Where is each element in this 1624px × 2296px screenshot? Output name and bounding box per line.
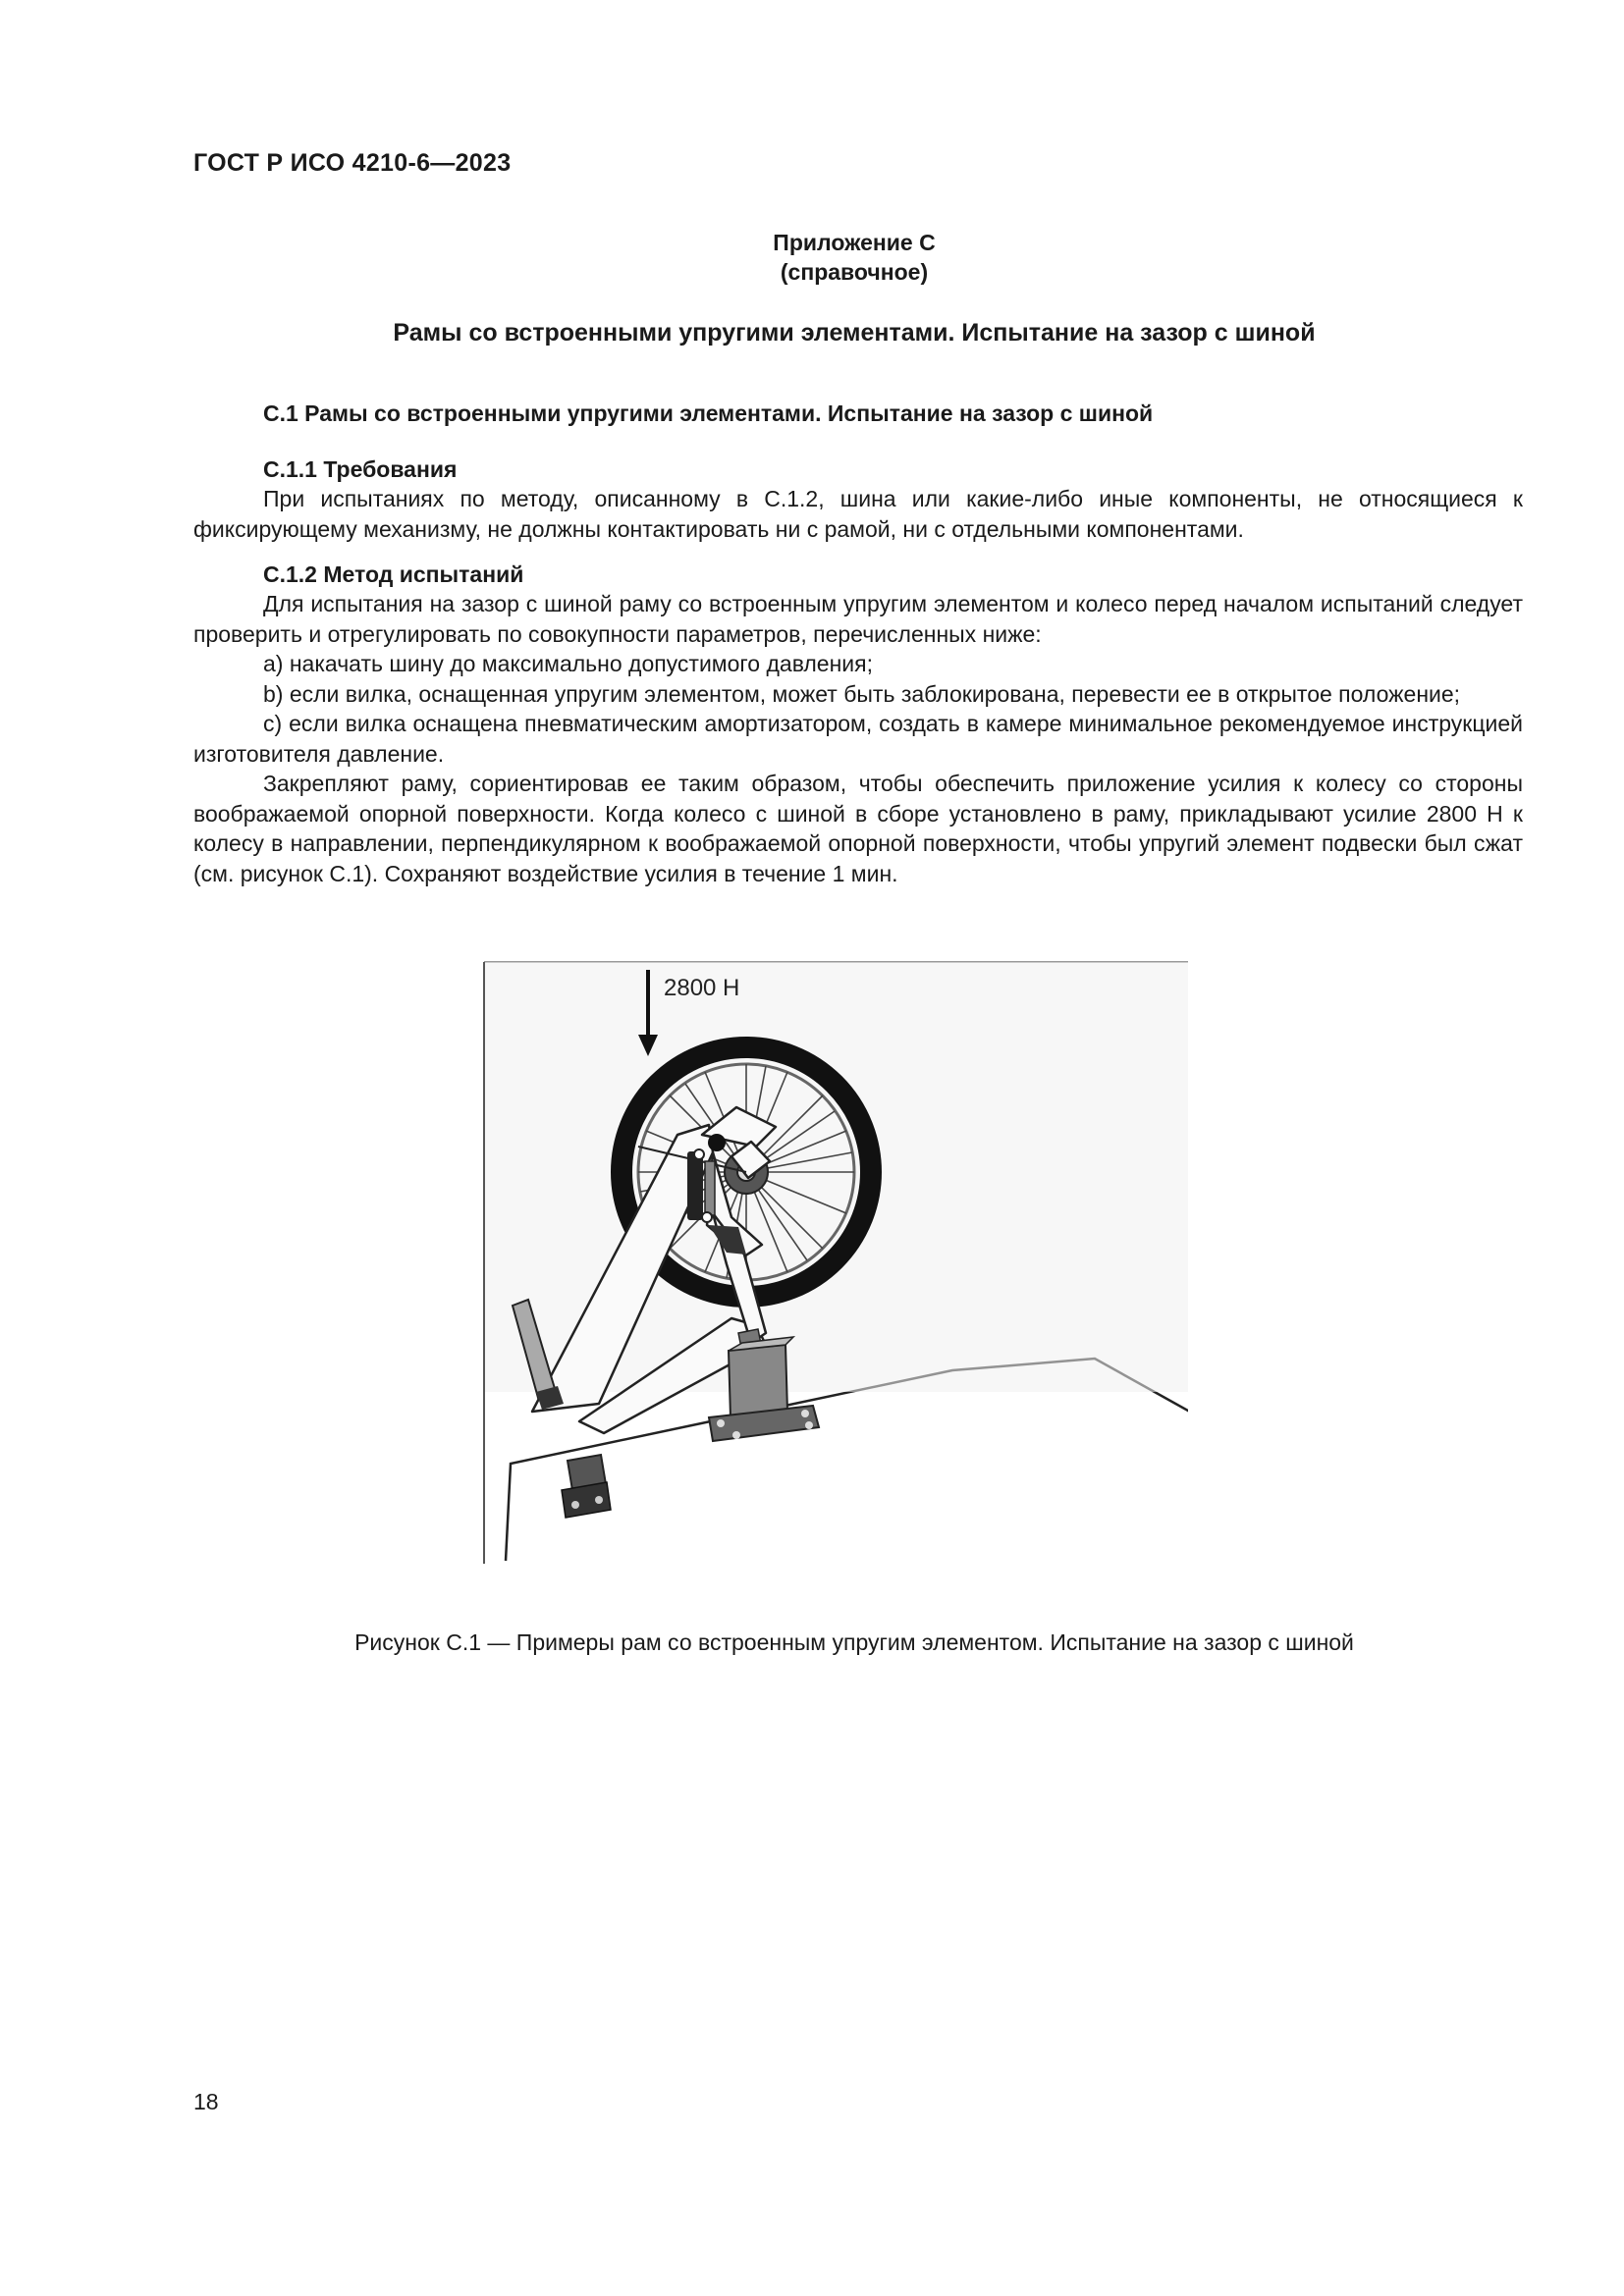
method-closing: Закрепляют раму, сориентировав ее таким образом, чтобы обеспечить приложение усилия к колесу со стороны воображаемой опорной поверхности. Когда колесо с шиной в сборе установлено в раму, прикладывают усилие 2800 Н к колесу в направлении, перпендикулярном к воображаемой опорной поверхности, чтобы упругий элемент подвески был сжат (см. рисунок С.1). Сохраняют воздействие усилия в течение 1 мин.: [193, 771, 1523, 886]
figure-illustration: [481, 960, 1188, 1564]
section-heading: С.1 Рамы со встроенными упругими элементами. Испытание на зазор с шиной: [263, 400, 1154, 426]
figure-caption: Рисунок С.1 — Примеры рам со встроенным упругим элементом. Испытание на зазор с шиной: [354, 1629, 1354, 1655]
annex-title: Приложение С: [773, 230, 936, 255]
method-item-c: c) если вилка оснащена пневматическим амортизатором, создать в камере минимальное рекомендуемое инструкцией изготовителя давление.: [193, 711, 1523, 767]
figure-frame-test: [481, 960, 1188, 1564]
method-item-a: a) накачать шину до максимально допустимого давления;: [263, 651, 873, 676]
annex-kind: (справочное): [780, 259, 929, 285]
method-intro: Для испытания на зазор с шиной раму со встроенным упругим элементом и колесо перед началом испытаний следует проверить и отрегулировать по совокупности параметров, перечисленных ниже:: [193, 591, 1523, 647]
document-code: ГОСТ Р ИСО 4210-6—2023: [193, 149, 512, 177]
requirements-paragraph: [193, 484, 1523, 544]
method-item-b: b) если вилка, оснащенная упругим элементом, может быть заблокирована, перевести ее в открытое положение;: [263, 680, 1461, 707]
requirements-heading: С.1.1 Требования: [263, 456, 458, 482]
force-label: 2800 Н: [664, 975, 740, 1001]
requirements-text: При испытаниях по методу, описанному в С.1.2, шина или какие-либо иные компоненты, не относящиеся к фиксирующему механизму, не должны контактировать ни с рамой, ни с отдельными компонентами.: [193, 486, 1523, 542]
page-number: 18: [193, 2089, 219, 2114]
method-paragraph: [193, 589, 1523, 888]
method-heading: С.1.2 Метод испытаний: [263, 561, 524, 587]
annex-main-title: Рамы со встроенными упругими элементами. Испытание на зазор с шиной: [393, 319, 1316, 347]
